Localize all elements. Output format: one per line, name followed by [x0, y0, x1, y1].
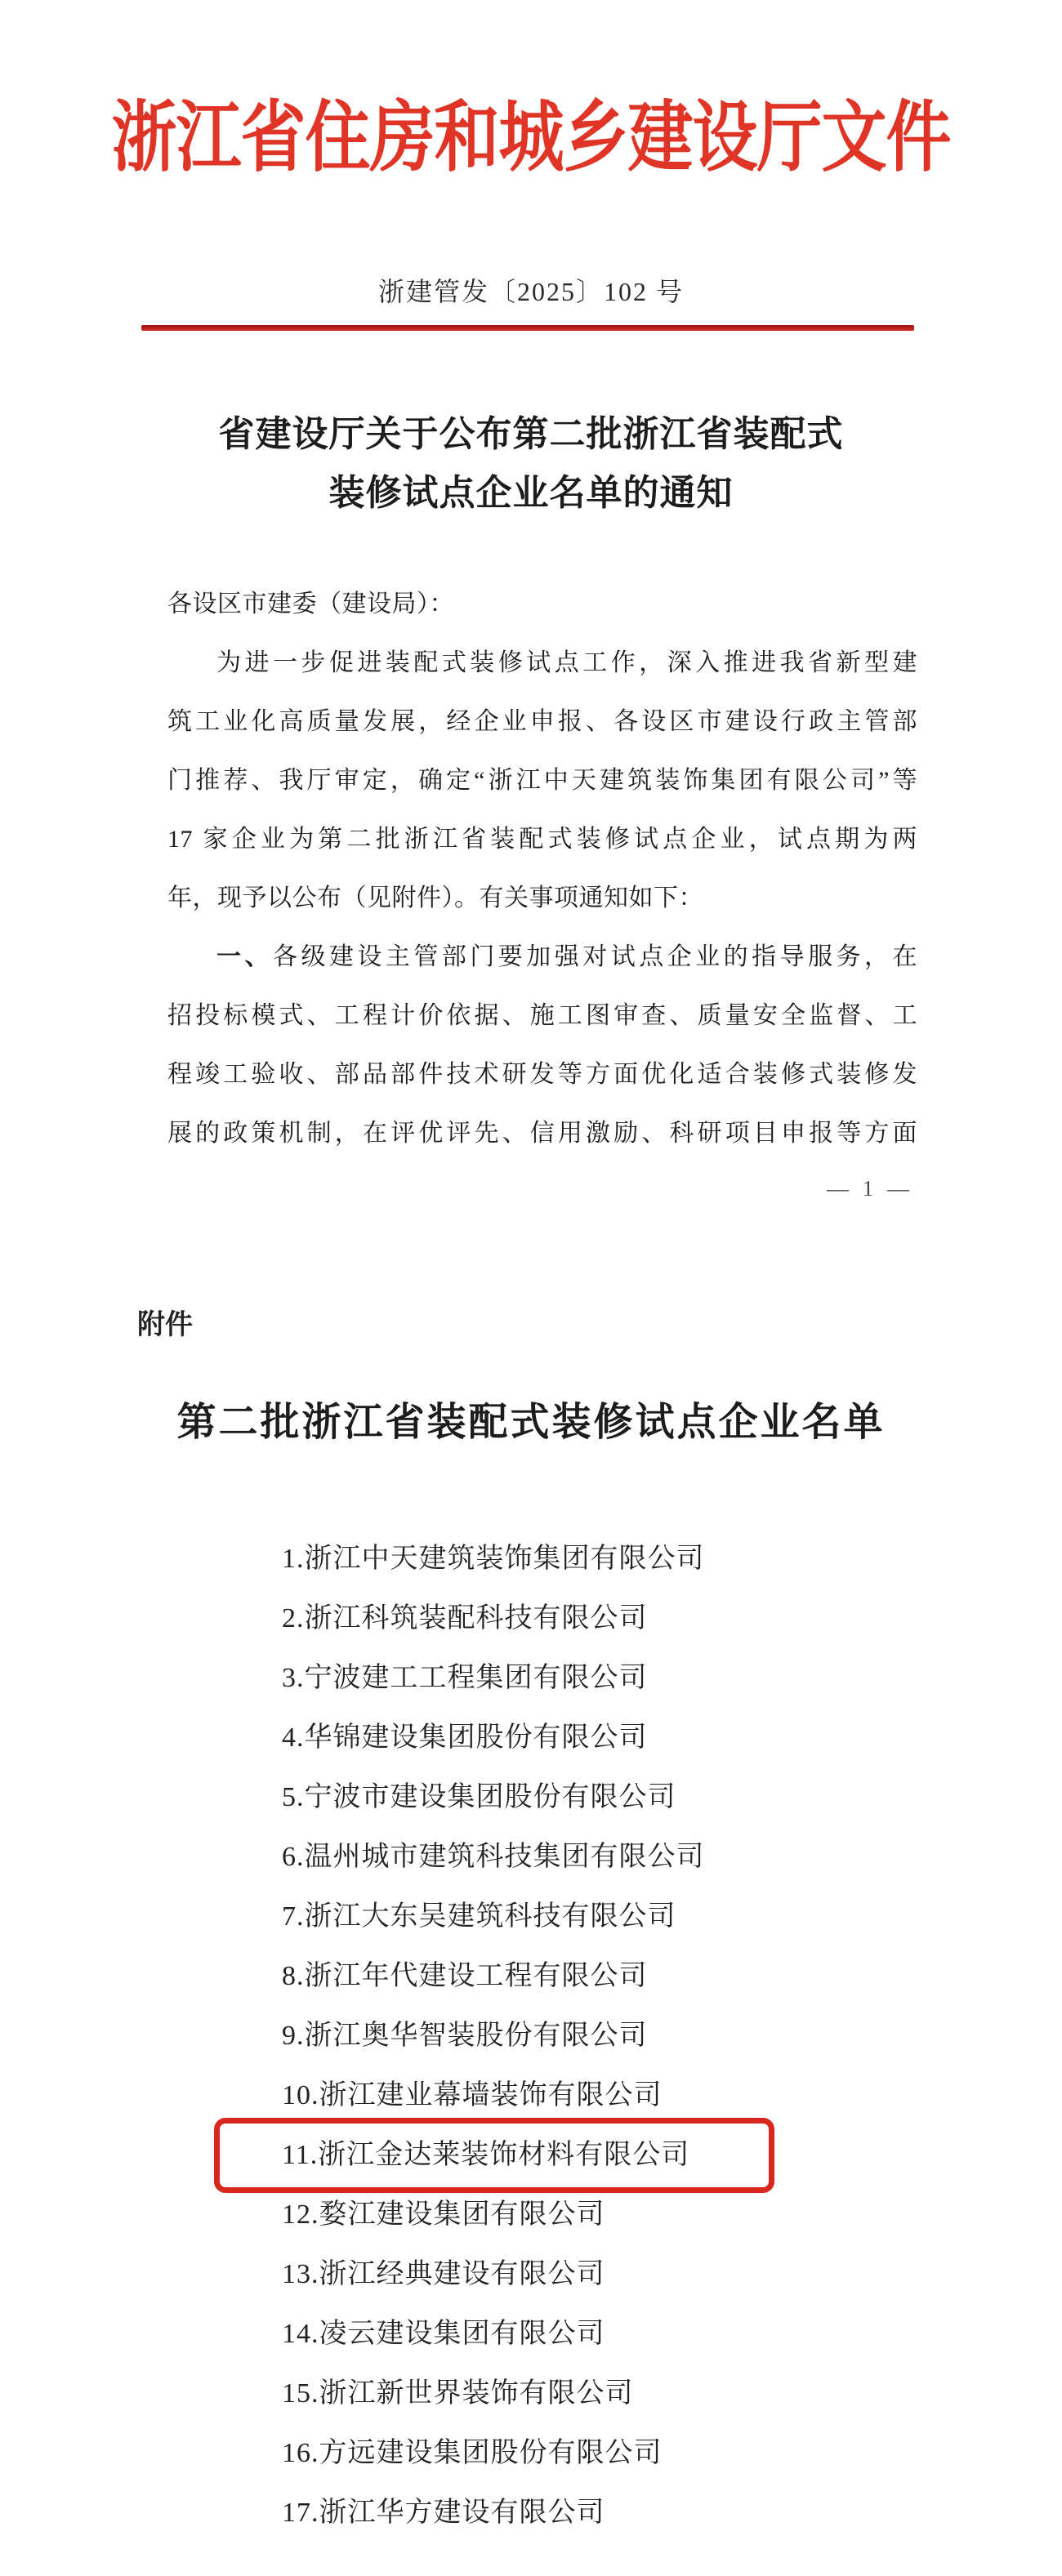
company-row-6: 6.温州城市建筑科技集团有限公司	[282, 1842, 705, 1872]
document-number: 浙建管发〔2025〕102 号	[377, 277, 684, 306]
company-list	[282, 1529, 952, 2543]
company-row-11-text: 11.浙江金达莱装饰材料有限公司	[282, 2140, 690, 2170]
company-row-3: 3.宁波建工工程集团有限公司	[282, 1663, 648, 1693]
company-row-14: 14.凌云建设集团有限公司	[282, 2319, 605, 2349]
company-row-15: 15.浙江新世界装饰有限公司	[282, 2378, 634, 2409]
header-divider-line	[141, 325, 914, 331]
notice-title	[0, 405, 1062, 523]
body-line-8: 程竣工验收、部品部件技术研发等方面优化适合装修式装修发	[167, 1061, 917, 1088]
company-row-10: 10.浙江建业幕墙装饰有限公司	[282, 2080, 663, 2110]
company-row-16: 16.方远建设集团股份有限公司	[282, 2438, 663, 2468]
company-row-2: 2.浙江科筑装配科技有限公司	[282, 1603, 648, 1633]
body-line-2: 筑工业化高质量发展，经企业申报、各设区市建设行政主管部	[167, 708, 917, 735]
item-one-lead: 一、	[216, 943, 273, 970]
company-row-5: 5.宁波市建设集团股份有限公司	[282, 1782, 676, 1812]
item-one-text: 各级建设主管部门要加强对试点企业的指导服务，在	[272, 943, 918, 970]
notice-title-line2: 装修试点企业名单的通知	[328, 473, 734, 513]
company-row-12: 12.婺江建设集团有限公司	[282, 2199, 605, 2230]
body-line-9: 展的政策机制，在评优评先、信用激励、科研项目申报等方面	[167, 1120, 917, 1147]
body-line-1: 为进一步促进装配式装修试点工作，深入推进我省新型建	[216, 649, 917, 676]
page-number: — 1 —	[827, 1176, 913, 1201]
body-line-6	[167, 928, 917, 987]
attachment-label: 附件	[137, 1309, 193, 1340]
body-line-4: 17 家企业为第二批浙江省装配式装修试点企业，试点期为两	[167, 826, 917, 853]
attachment-title: 第二批浙江省装配式装修试点企业名单	[176, 1401, 886, 1444]
body-line-7: 招投标模式、工程计价依据、施工图审查、质量安全监督、工	[167, 1002, 917, 1029]
salutation: 各设区市建委（建设局）：	[167, 591, 454, 617]
company-row-7: 7.浙江大东吴建筑科技有限公司	[282, 1901, 676, 1932]
company-row-4: 4.华锦建设集团股份有限公司	[282, 1723, 648, 1753]
body-line-3: 门推荐、我厅审定，确定“浙江中天建筑装饰集团有限公司”等	[167, 767, 917, 794]
company-row-1: 1.浙江中天建筑装饰集团有限公司	[282, 1544, 705, 1574]
notice-title-line1: 省建设厅关于公布第二批浙江省装配式	[218, 414, 844, 454]
body-line-5: 年，现予以公布（见附件）。有关事项通知如下：	[167, 885, 703, 911]
company-row-11-highlighted	[282, 2125, 952, 2185]
notice-body	[167, 575, 917, 1163]
company-row-13: 13.浙江经典建设有限公司	[282, 2259, 605, 2289]
company-row-17: 17.浙江华方建设有限公司	[282, 2498, 605, 2528]
company-row-8: 8.浙江年代建设工程有限公司	[282, 1961, 648, 1991]
agency-document-header: 浙江省住房和城乡建设厅文件	[111, 96, 951, 181]
company-row-9: 9.浙江奥华智装股份有限公司	[282, 2021, 648, 2051]
